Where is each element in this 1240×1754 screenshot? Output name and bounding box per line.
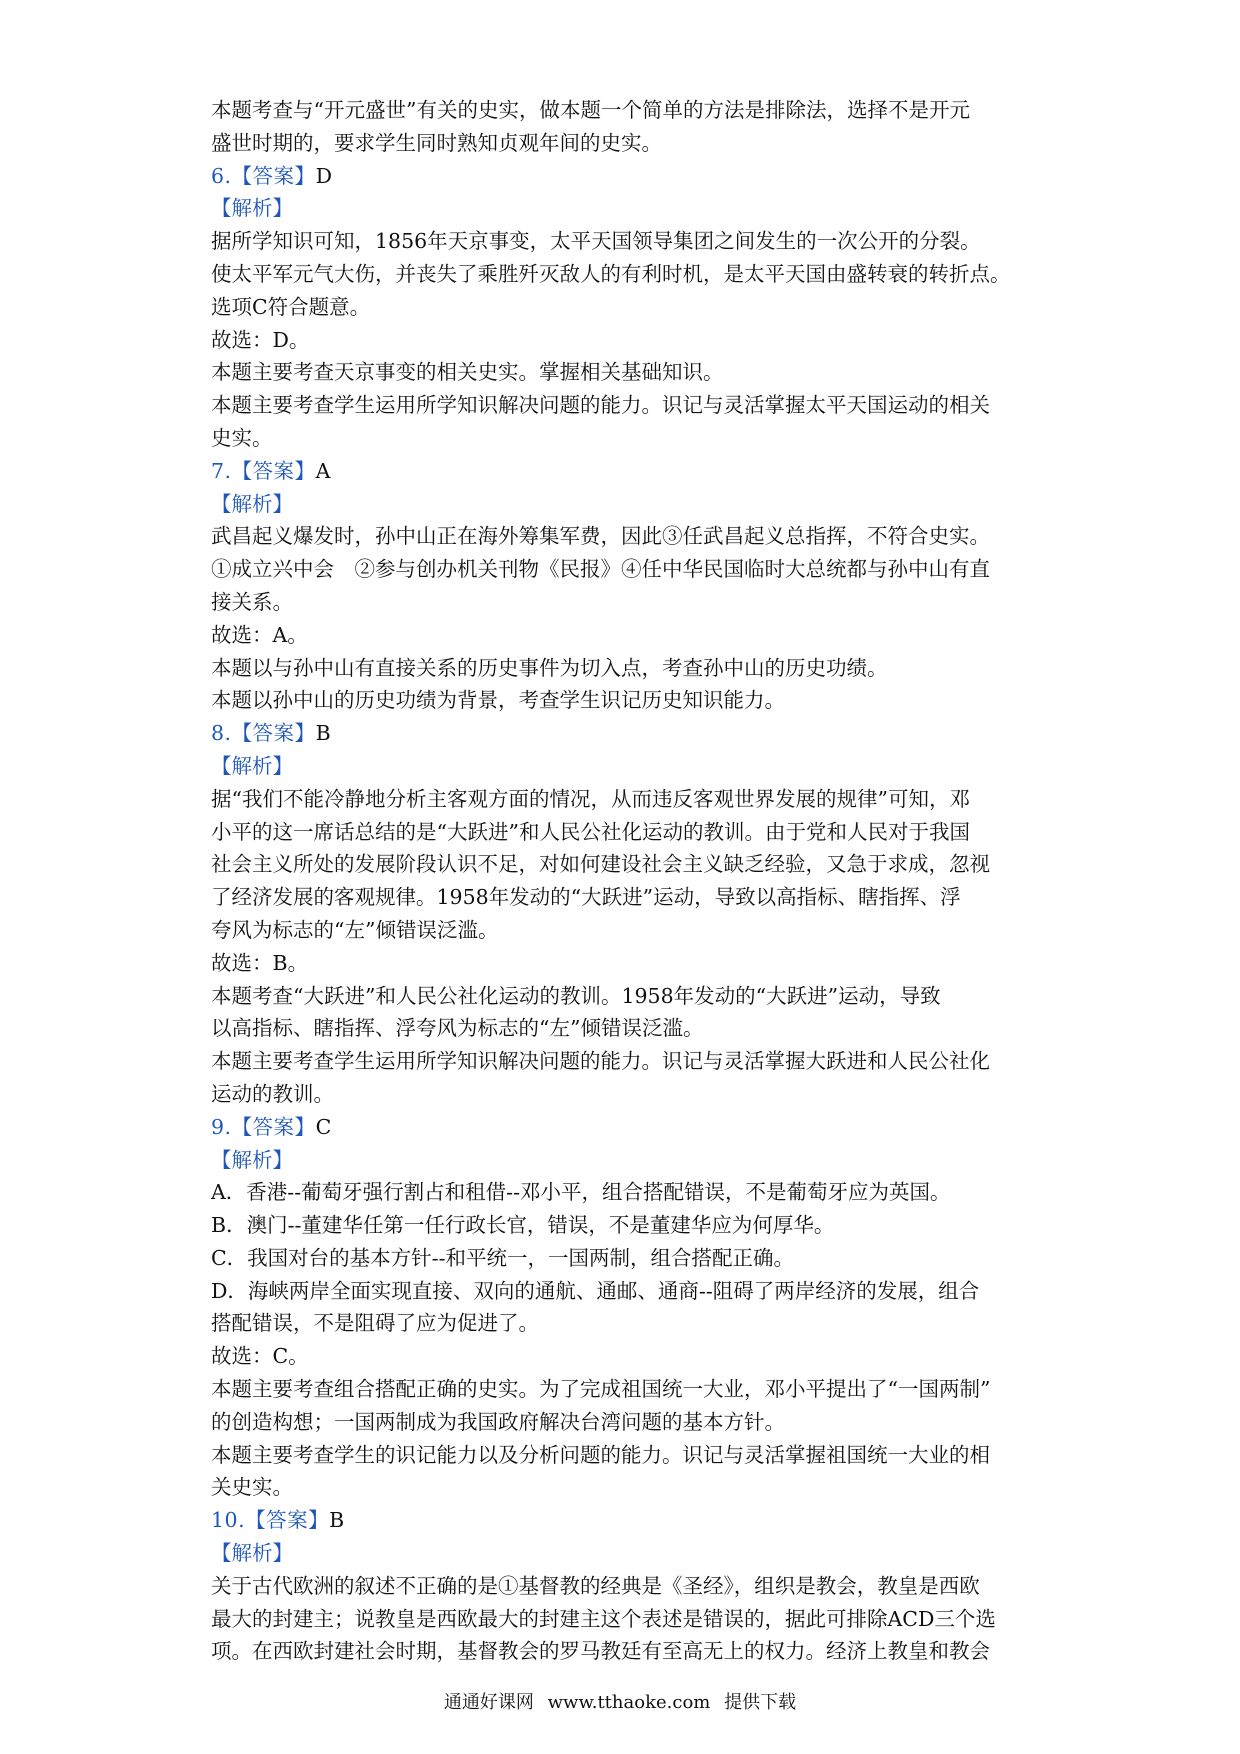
body-line: 的创造构想；一国两制成为我国政府解决台湾问题的基本方针。 [211, 1409, 785, 1434]
page-footer [0, 1688, 1240, 1714]
body-line: 了经济发展的客观规律。1958年发动的“大跃进”运动，导致以高指标、瞎指挥、浮 [211, 885, 961, 910]
footer-url[interactable]: www.tthaoke.com [547, 1692, 711, 1713]
document-content [211, 94, 1051, 1668]
answer-tag: 【答案】 [231, 721, 316, 746]
footer-suffix: 提供下载 [724, 1692, 797, 1713]
answer-heading-6 [211, 160, 1051, 193]
body-line: 搭配错误，不是阻碍了应为促进了。 [211, 1311, 539, 1336]
answer-value: B [315, 721, 332, 746]
analysis-tag-8: 【解析】 [211, 753, 293, 778]
answer-tag: 【答案】 [231, 1114, 316, 1139]
body-line: 使太平军元气大伤，并丧失了乘胜歼灭敌人的有利时机，是太平天国由盛转衰的转折点。 [211, 261, 1011, 286]
body-line: 社会主义所处的发展阶段认识不足，对如何建设社会主义缺乏经验，又急于求成，忽视 [211, 852, 990, 877]
body-line: 据所学知识可知，1856年天京事变，太平天国领导集团之间发生的一次公开的分裂。 [211, 229, 981, 254]
answer-value: B [329, 1508, 345, 1533]
body-line: 运动的教训。 [211, 1081, 334, 1106]
body-line: 本题以与孙中山有直接关系的历史事件为切入点，考查孙中山的历史功绩。 [211, 655, 888, 680]
question-number: 9. [211, 1114, 232, 1139]
question-number: 10. [211, 1508, 246, 1533]
answer-tag: 【答案】 [231, 458, 316, 483]
body-line: 以高指标、瞎指挥、浮夸风为标志的“左”倾错误泛滥。 [211, 1016, 704, 1041]
body-line: 故选：D。 [211, 327, 310, 352]
body-line: 故选：C。 [211, 1344, 309, 1369]
body-line: A．香港--葡萄牙强行割占和租借--邓小平，组合搭配错误，不是葡萄牙应为英国。 [211, 1180, 951, 1205]
body-line: D．海峡两岸全面实现直接、双向的通航、通邮、通商--阻碍了两岸经济的发展，组合 [211, 1278, 980, 1303]
body-line: 本题主要考查学生的识记能力以及分析问题的能力。识记与灵活掌握祖国统一大业的相 [211, 1442, 990, 1467]
answer-tag: 【答案】 [231, 163, 316, 188]
body-line: 最大的封建主；说教皇是西欧最大的封建主这个表述是错误的，据此可排除ACD三个选 [211, 1606, 996, 1631]
question-number: 7. [211, 458, 232, 483]
intro-line-1: 本题考查与“开元盛世”有关的史实，做本题一个简单的方法是排除法，选择不是开元 [211, 98, 970, 122]
answer-heading-8 [211, 717, 1051, 750]
body-line: 本题主要考查学生运用所学知识解决问题的能力。识记与灵活掌握太平天国运动的相关 [211, 393, 990, 418]
answer-value: A [315, 458, 331, 483]
answer-heading-9 [211, 1111, 1051, 1144]
body-line: 接关系。 [211, 589, 293, 614]
question-number: 6. [211, 163, 232, 188]
footer-site-name: 通通好课网 [443, 1692, 534, 1713]
answer-value: C [315, 1114, 332, 1139]
analysis-tag-7: 【解析】 [211, 491, 293, 516]
answer-tag: 【答案】 [245, 1508, 330, 1533]
body-line: 关于古代欧洲的叙述不正确的是①基督教的经典是《圣经》，组织是教会，教皇是西欧 [211, 1573, 980, 1598]
body-line: ①成立兴中会 ②参与创办机关刊物《民报》④任中华民国临时大总统都与孙中山有直 [211, 557, 990, 582]
analysis-tag-9: 【解析】 [211, 1147, 293, 1172]
body-line: 关史实。 [211, 1475, 293, 1500]
body-line: 小平的这一席话总结的是“大跃进”和人民公社化运动的教训。由于党和人民对于我国 [211, 819, 970, 844]
body-line: 本题主要考查天京事变的相关史实。掌握相关基础知识。 [211, 360, 724, 385]
analysis-tag-6: 【解析】 [211, 196, 293, 221]
body-line: 武昌起义爆发时，孙中山正在海外筹集军费，因此③任武昌起义总指挥，不符合史实。 [211, 524, 990, 549]
question-number: 8. [211, 721, 232, 746]
answer-heading-7 [211, 455, 1051, 488]
body-line: 本题以孙中山的历史功绩为背景，考查学生识记历史知识能力。 [211, 688, 785, 713]
body-line: 本题考查“大跃进”和人民公社化运动的教训。1958年发动的“大跃进”运动，导致 [211, 983, 941, 1008]
body-line: 故选：A。 [211, 622, 308, 647]
body-line: 本题主要考查学生运用所学知识解决问题的能力。识记与灵活掌握大跃进和人民公社化 [211, 1049, 990, 1074]
answer-heading-10 [211, 1504, 1051, 1537]
intro-line-2: 盛世时期的，要求学生同时熟知贞观年间的史实。 [211, 130, 662, 155]
body-line: 项。在西欧封建社会时期，基督教会的罗马教廷有至高无上的权力。经济上教皇和教会 [211, 1639, 990, 1664]
body-line: 夸风为标志的“左”倾错误泛滥。 [211, 917, 499, 942]
body-line: 史实。 [211, 425, 273, 450]
analysis-tag-10: 【解析】 [211, 1541, 293, 1566]
body-line: 本题主要考查组合搭配正确的史实。为了完成祖国统一大业，邓小平提出了“一国两制” [211, 1377, 991, 1402]
body-line: B．澳门--董建华任第一任行政长官，错误，不是董建华应为何厚华。 [211, 1213, 835, 1238]
body-line: 据“我们不能冷静地分析主客观方面的情况，从而违反客观世界发展的规律”可知，邓 [211, 786, 970, 811]
answer-value: D [315, 163, 333, 188]
body-line: C．我国对台的基本方针--和平统一，一国两制，组合搭配正确。 [211, 1245, 795, 1270]
body-line: 故选：B。 [211, 950, 309, 975]
body-line: 选项C符合题意。 [211, 294, 371, 319]
